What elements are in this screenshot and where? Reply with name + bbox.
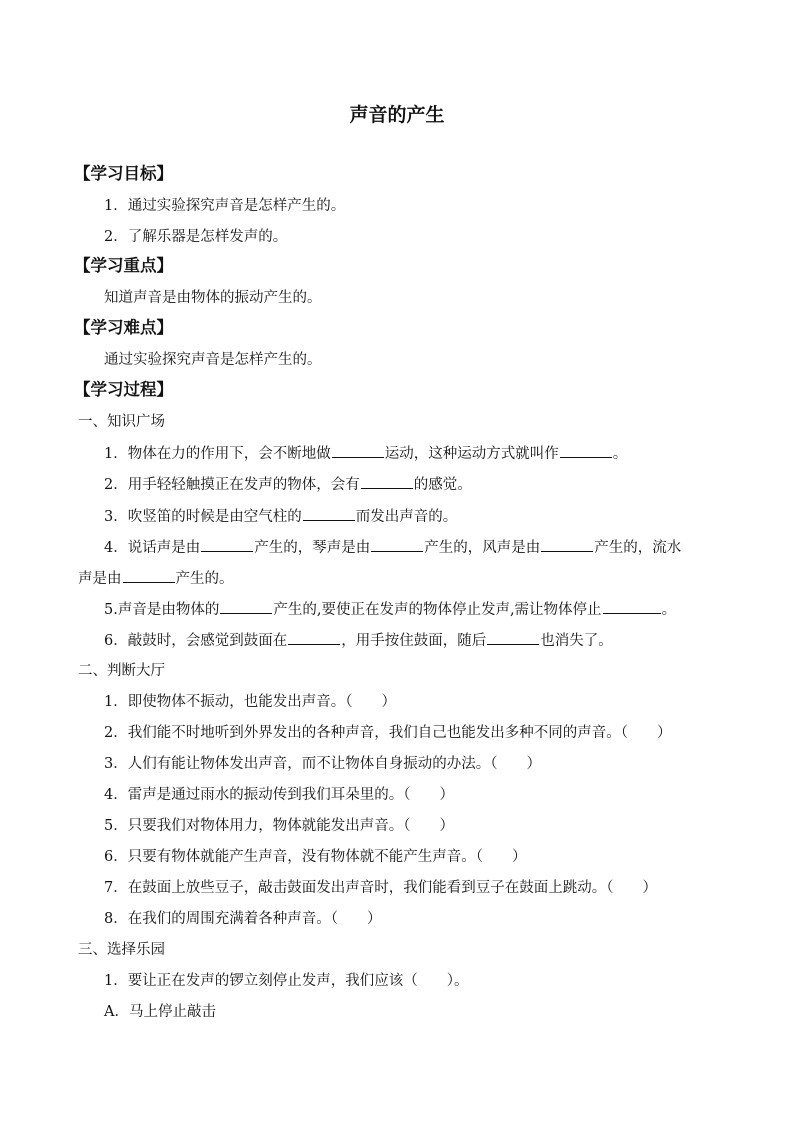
fill-question-2: 2．用手轻轻触摸正在发声的物体，会有 的感觉。 [104, 474, 472, 495]
process-heading: 【学习过程】 [74, 380, 173, 399]
answer-blank[interactable] [220, 599, 272, 614]
answer-blank[interactable] [541, 537, 593, 552]
choice-question-1: 1．要让正在发声的锣立刻停止发声，我们应该（ ）。 [104, 973, 469, 989]
answer-blank[interactable] [361, 474, 413, 489]
judgement-item-5: 5．只要我们对物体用力，物体就能发出声音。（ ） [104, 818, 454, 834]
judgement-section-heading: 二、判断大厅 [78, 663, 165, 679]
judgement-item-4: 4．雷声是通过雨水的振动传到我们耳朵里的。（ ） [104, 787, 454, 803]
choice-section-heading: 三、选择乐园 [78, 942, 165, 958]
answer-blank[interactable] [303, 506, 355, 521]
fill-question-6: 6．敲鼓时，会感觉到鼓面在 ，用手按住鼓面，随后 也消失了。 [104, 630, 613, 651]
answer-blank[interactable] [560, 443, 612, 458]
key-points-heading: 【学习重点】 [74, 256, 173, 275]
difficulties-text: 通过实验探究声音是怎样产生的。 [104, 352, 322, 368]
answer-blank[interactable] [332, 443, 384, 458]
judgement-item-8: 8．在我们的周围充满着各种声音。（ ） [104, 911, 382, 927]
fill-question-3: 3．吹竖笛的时候是由空气柱的 而发出声音的。 [104, 506, 457, 527]
key-points-text: 知道声音是由物体的振动产生的。 [104, 290, 322, 306]
objective-item-2: 2．了解乐器是怎样发声的。 [104, 229, 288, 245]
page-title: 声音的产生 [349, 104, 445, 126]
objectives-heading: 【学习目标】 [74, 164, 173, 183]
answer-blank[interactable] [603, 599, 661, 614]
answer-blank[interactable] [371, 537, 423, 552]
fill-question-4: 4．说话声是由 产生的，琴声是由 产生的，风声是由 产生的，流水 [104, 537, 681, 558]
choice-option-a: A．马上停止敲击 [104, 1004, 216, 1020]
judgement-item-2: 2．我们能不时地听到外界发出的各种声音，我们自己也能发出多种不同的声音。（ ） [104, 725, 672, 741]
fill-question-1: 1．物体在力的作用下，会不断地做 运动，这种运动方式就叫作 。 [104, 443, 627, 464]
answer-blank[interactable] [123, 568, 175, 583]
judgement-item-6: 6．只要有物体就能产生声音，没有物体就不能产生声音。（ ） [104, 849, 527, 865]
fill-question-5: 5.声音是由物体的 产生的,要使正在发声的物体停止发声,需让物体停止 。 [104, 599, 676, 620]
judgement-item-1: 1．即使物体不振动，也能发出声音。（ ） [104, 694, 396, 710]
answer-blank[interactable] [201, 537, 253, 552]
objective-item-1: 1．通过实验探究声音是怎样产生的。 [104, 198, 346, 214]
answer-blank[interactable] [288, 630, 340, 645]
judgement-item-7: 7．在鼓面上放些豆子，敲击鼓面发出声音时，我们能看到豆子在鼓面上跳动。（ ） [104, 880, 657, 896]
judgement-item-3: 3．人们有能让物体发出声音，而不让物体自身振动的办法。（ ） [104, 756, 541, 772]
fill-question-4-continued: 声是由 产生的。 [78, 568, 234, 589]
knowledge-section-heading: 一、知识广场 [78, 414, 165, 430]
difficulties-heading: 【学习难点】 [74, 318, 173, 337]
answer-blank[interactable] [487, 630, 539, 645]
